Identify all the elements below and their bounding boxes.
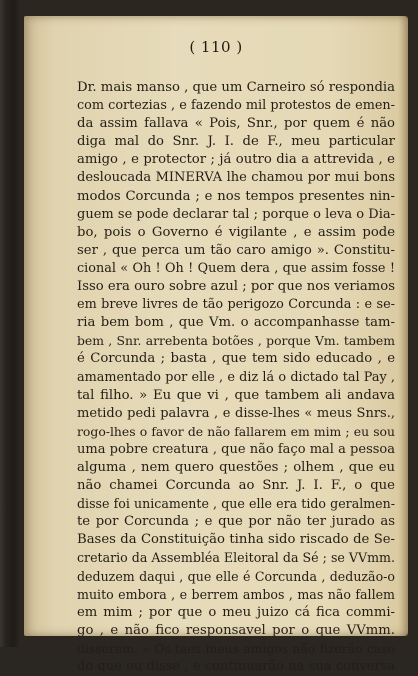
text-line: muito embora , e berrem ambos , mas não fallem	[77, 586, 395, 602]
text-line: guem se pode declarar tal ; porque o leva o Dia-	[77, 206, 395, 222]
text-line: rogo-lhes o favor de não fallarem em mim ; eu sou	[77, 423, 395, 439]
text-line: amigo , e protector ; já outro dia a attrevida , e	[77, 152, 395, 168]
text-line: desloucada MINERVA lhe chamou por mui bons	[77, 170, 395, 186]
text-line: com cortezias , e fazendo mil protestos de emen-	[77, 98, 395, 114]
text-line: ria bem bom , que Vm. o accompanhasse tam-	[77, 315, 395, 331]
text-line: disse foi unicamente , que elle era tido geralmen-	[77, 496, 395, 512]
text-line: bo, pois o Governo é vigilante , e assim pode	[77, 224, 395, 240]
text-line: ser , que perca um tão caro amigo ». Constitu-	[77, 242, 395, 258]
text-line: é Corcunda ; basta , que tem sido educado , e	[77, 351, 395, 367]
book-page	[24, 16, 408, 674]
text-line: em mim ; por que o meu juizo cá fica commi-	[77, 604, 395, 620]
text-line: não chamei Corcunda ao Snr. J. I. F., o que	[77, 478, 395, 494]
text-line: cretario da Assembléa Eleitoral da Sé ; se VVmm.	[77, 550, 395, 566]
text-line: go , e não fico responsavel por o que VVmm.	[77, 622, 395, 638]
text-line: modos Corcunda ; e nos tempos presentes nin-	[77, 188, 395, 204]
text-line: amamentado por elle , e diz lá o dictado tal Pay ,	[77, 369, 395, 385]
text-line: tal filho. » Eu que vi , que tambem ali andava	[77, 387, 395, 403]
text-line: em breve livres de tão perigozo Corcunda : e se-	[77, 297, 395, 313]
text-line: Isso era ouro sobre azul ; por que nos veriamos	[77, 279, 395, 295]
text-line: da assim fallava « Pois, Snr., por quem é não	[77, 116, 395, 132]
page-edge-shadow	[398, 16, 408, 636]
text-line: deduzem daqui , que elle é Corcunda , deduzão-o	[77, 568, 395, 584]
text-line: metido pedi palavra , e disse-lhes « meus Snrs.,	[77, 405, 395, 421]
text-line: cional « Oh ! Oh ! Quem dera , que assim fosse !	[77, 260, 395, 276]
text-line: Bases da Constituição tinha sido riscado de Se-	[77, 532, 395, 548]
text-line: uma pobre creatura , que não faço mal a pessoa	[77, 441, 395, 457]
text-line: do que eu disse , e continuarão na sua conversa	[77, 659, 395, 674]
page-number: ( 110 )	[189, 38, 243, 56]
text-line: alguma , nem quero questões ; olhem , que eu	[77, 459, 395, 475]
text-line: te por Corcunda ; e que por não ter jurado as	[77, 514, 395, 530]
text-line: bem , Snr. arrebenta botões , porque Vm. tambem	[77, 333, 395, 349]
text-line: diga mal do Snr. J. I. de F., meu particular	[77, 134, 395, 150]
text-line: Dr. mais manso , que um Carneiro só respondia	[77, 80, 395, 95]
text-line: disserem. » Os taes meus amigos não fizerão caso	[77, 640, 395, 656]
body-text	[77, 79, 395, 676]
